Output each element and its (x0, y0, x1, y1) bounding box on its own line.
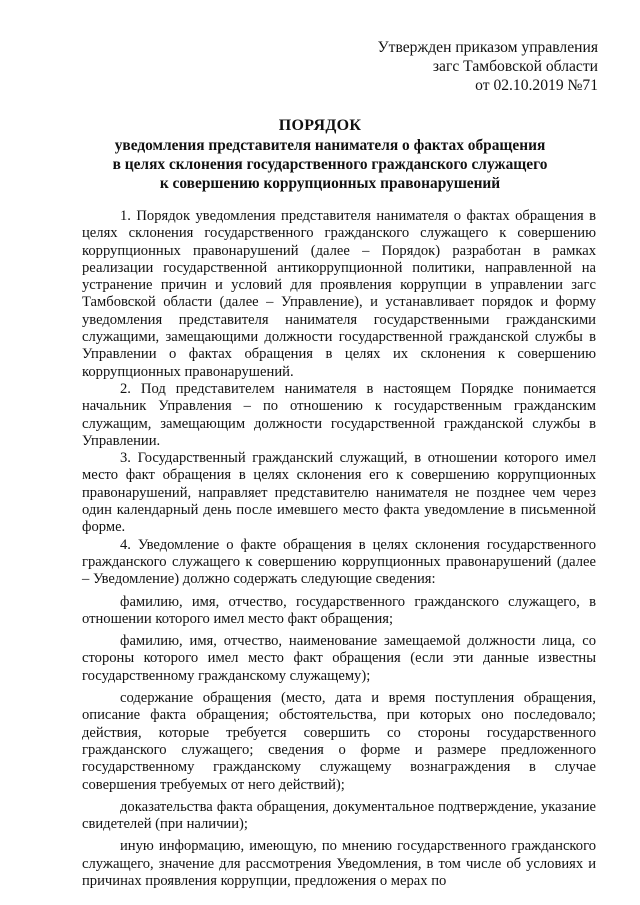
approval-line-2: загс Тамбовской области (432, 58, 598, 75)
list-item-other-info: иную информацию, имеющую, по мнению государственного гражданского служащего, значение для рассмотрения Уведомления, в том числе об условиях и причинах проявления коррупции, предложения о мерах по (82, 838, 596, 889)
approval-line-3: от 02.10.2019 №71 (475, 77, 598, 94)
list-item-content: содержание обращения (место, дата и время поступления обращения, описание факта обращения; обстоятельства, при которых оно последовало; действия, которые требуется совершить со стороны государственного гражданского служащего; сведения о форме и размере предложенного государственному гражданскому служащему вознаграждения в случае совершения требуемых от него действий); (82, 690, 596, 793)
approval-line-1: Утвержден приказом управления (377, 39, 598, 56)
paragraph-4: 4. Уведомление о факте обращения в целях склонения государственного гражданского служащего к совершению коррупционных правонарушений (далее – Уведомление) должно содержать следующие сведения: (82, 536, 596, 588)
list-item-fio-person: фамилию, имя, отчество, наименование замещаемой должности лица, со стороны которого имел место факт обращения (если эти данные известны государственному гражданскому служащему); (82, 633, 596, 684)
approval-stamp (378, 38, 598, 95)
paragraph-1: 1. Порядок уведомления представителя нанимателя о фактах обращения в целях склонения государственного гражданского служащего к совершению коррупционных правонарушений (далее – Порядок) разработан в рамках реализации государственной антикоррупционной политики, направленной на устранение причин и условий для проявления коррупции в управлении загс Тамбовской области (далее – Управление), и устанавливает порядок и форму уведомления представителя нанимателя государственными гражданскими служащими, замещающими должности государственной гражданской службы в Управлении о фактах обращения в целях их склонения к совершению коррупционных правонарушений. (82, 208, 596, 380)
paragraph-3: 3. Государственный гражданский служащий, в отношении которого имел место факт обращения в целях склонения его к совершению коррупционных правонарушений, направляет представителю нанимателя не позднее чем через один календарный день после имевшего место факта уведомление в письменной форме. (82, 450, 596, 536)
list-item-evidence: доказательства факта обращения, документальное подтверждение, указание свидетелей (при наличии); (82, 798, 596, 833)
document-subtitle: уведомления представителя нанимателя о фактах обращения в целях склонения государственного гражданского служащего к совершению коррупционных правонарушений (112, 137, 548, 192)
document-body (82, 208, 596, 890)
paragraph-2: 2. Под представителем нанимателя в настоящем Порядке понимается начальник Управления – по отношению к государственным гражданским служащим, замещающим должности государственной гражданской службы в Управлении. (82, 380, 596, 449)
document-title: ПОРЯДОК (278, 117, 362, 134)
list-item-fio-servant: фамилию, имя, отчество, государственного гражданского служащего, в отношении которого имел место факт обращения; (82, 593, 596, 627)
